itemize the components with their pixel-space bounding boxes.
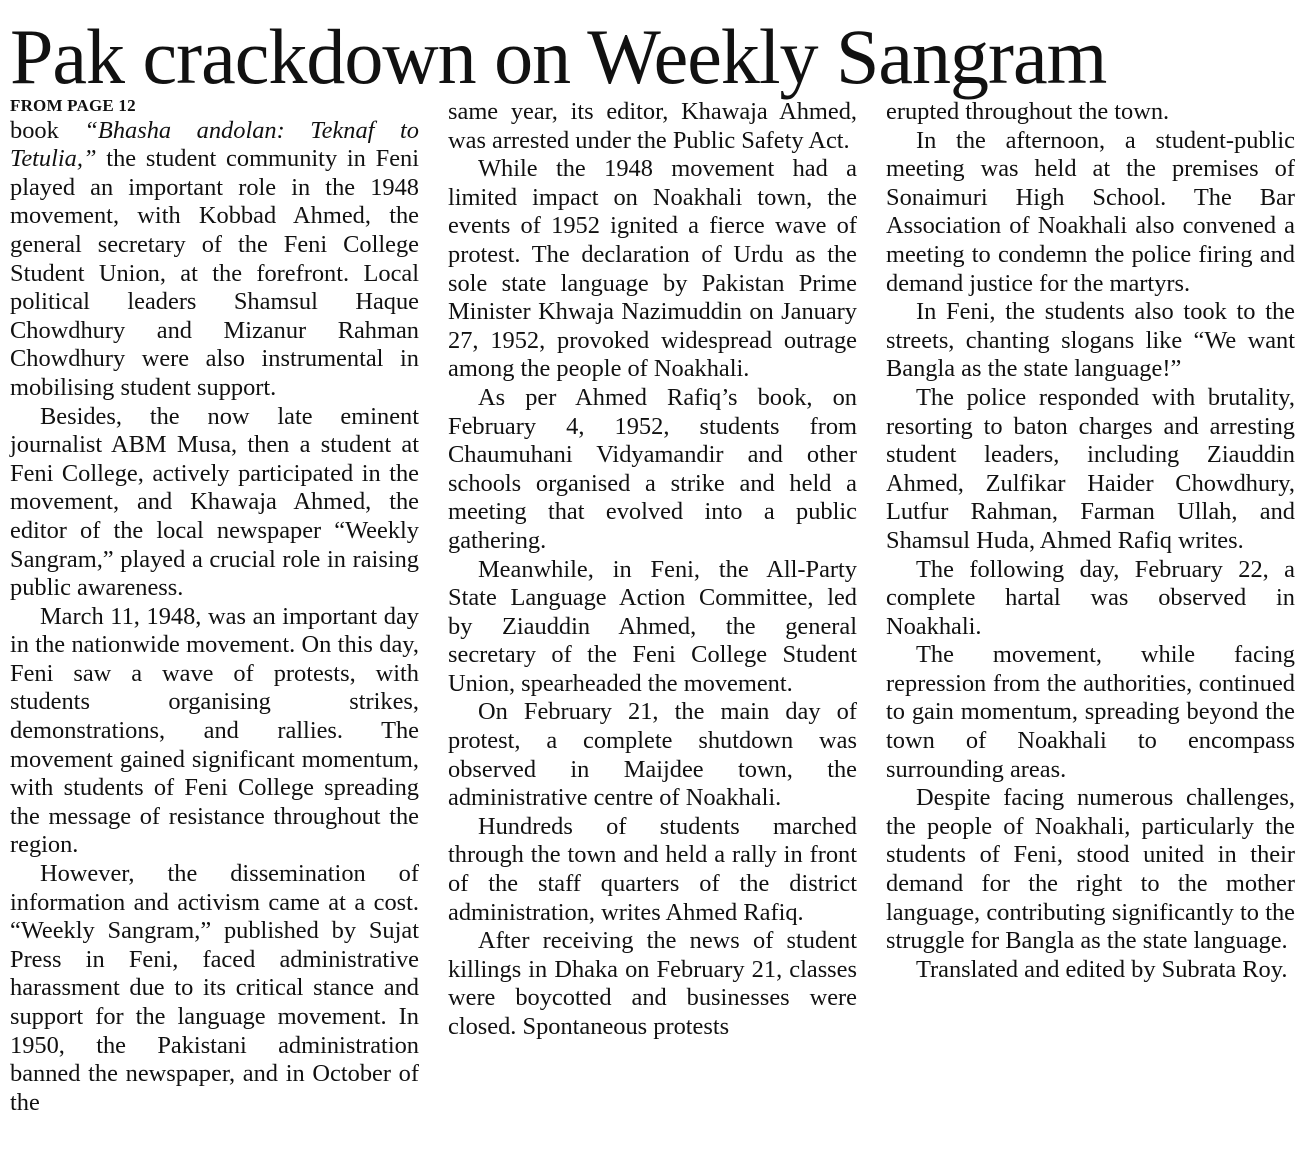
paragraph-8: On February 21, the main day of protest, a complete shutdown was observed in Maijdee town, the administrative centre of Noakhali. xyxy=(448,698,857,812)
paragraph-10-continued: erupted throughout the town. xyxy=(886,98,1170,125)
paragraph-9: Hundreds of students marched through the town and held a rally in front of the staff quarters of the district administration, writes Ahmed Rafiq. xyxy=(448,812,857,926)
translator-credit: Translated and edited by Subrata Roy. xyxy=(916,955,1288,983)
paragraph-3: March 11, 1948, was an important day in the nationwide movement. On this day, Feni saw a wave of protests, with students organising strikes, demonstrations, and rallies. The movement gained significant momentum, with students of Feni College spreading the message of resistance throughout the region. xyxy=(10,602,419,859)
paragraph-4-continued: same year, its editor, Khawaja Ahmed, was arrested under the Public Safety Act. xyxy=(448,98,857,154)
paragraph-14: The following day, February 22, a complete hartal was observed in Noakhali. xyxy=(886,555,1295,640)
paragraph-1-lead: book xyxy=(10,116,85,144)
paragraph-7: Meanwhile, in Feni, the All-Party State Language Action Committee, led by Ziauddin Ahmed, the general secretary of the Feni College Student Union, spearheaded the movement. xyxy=(448,555,857,697)
paragraph-6: As per Ahmed Rafiq’s book, on February 4, 1952, students from Chaumuhani Vidyamandir and other schools organised a strike and held a meeting that evolved into a public gathering. xyxy=(448,383,857,554)
article-column-3 xyxy=(886,98,1295,984)
paragraph-1 xyxy=(10,117,419,403)
article-column-1 xyxy=(10,98,419,1117)
paragraph-15: The movement, while facing repression from the authorities, continued to gain momentum, spreading beyond the town of Noakhali to encompass surrounding areas. xyxy=(886,641,1295,783)
paragraph-13: The police responded with brutality, resorting to baton charges and arresting student leaders, including Ziauddin Ahmed, Zulfikar Haider Chowdhury, Lutfur Rahman, Farman Ullah, and Shamsul Huda, Ahmed Rafiq writes. xyxy=(886,383,1295,554)
article-column-2 xyxy=(448,98,857,1042)
paragraph-16: Despite facing numerous challenges, the people of Noakhali, particularly the students of Feni, stood united in their demand for the right to the mother language, contributing significantly to the struggle for Bangla as the state language. xyxy=(886,784,1295,955)
headline: Pak crackdown on Weekly Sangram xyxy=(10,13,1107,100)
paragraph-10-start: After receiving the news of student killings in Dhaka on February 21, classes were boycotted and businesses were closed. Spontaneous protests xyxy=(448,927,857,1040)
paragraph-1-rest: the student community in Feni played an important role in the 1948 movement, with Kobbad Ahmed, the general secretary of the Feni College Student Union, at the forefront. Local political leaders Shamsul Haque Chowdhury and Mizanur Rahman Chowdhury were also instrumental in mobilising student support. xyxy=(10,145,419,401)
paragraph-5: While the 1948 movement had a limited impact on Noakhali town, the events of 1952 ignited a fierce wave of protest. The declaration of Urdu as the sole state language by Pakistan Prime Minister Khwaja Nazimuddin on January 27, 1952, provoked widespread outrage among the people of Noakhali. xyxy=(448,155,857,383)
paragraph-11: In the afternoon, a student-public meeting was held at the premises of Sonaimuri High School. The Bar Association of Noakhali also convened a meeting to condemn the police firing and demand justice for the martyrs. xyxy=(886,126,1295,297)
book-title: “Bhasha andolan: Teknaf to Tetulia,” xyxy=(10,116,419,173)
continued-from-label: FROM PAGE 12 xyxy=(10,96,136,115)
paragraph-12: In Feni, the students also took to the streets, chanting slogans like “We want Bangla as the state language!” xyxy=(886,298,1295,383)
paragraph-2: Besides, the now late eminent journalist ABM Musa, then a student at Feni College, actively participated in the movement, and Khawaja Ahmed, the editor of the local newspaper “Weekly Sangram,” played a crucial role in raising public awareness. xyxy=(10,402,419,602)
paragraph-4-start: However, the dissemination of information and activism came at a cost. “Weekly Sangram,” published by Sujat Press in Feni, faced administrative harassment due to its critical stance and support for the language movement. In 1950, the Pakistani administration banned the newspaper, and in October of the xyxy=(10,860,419,1116)
